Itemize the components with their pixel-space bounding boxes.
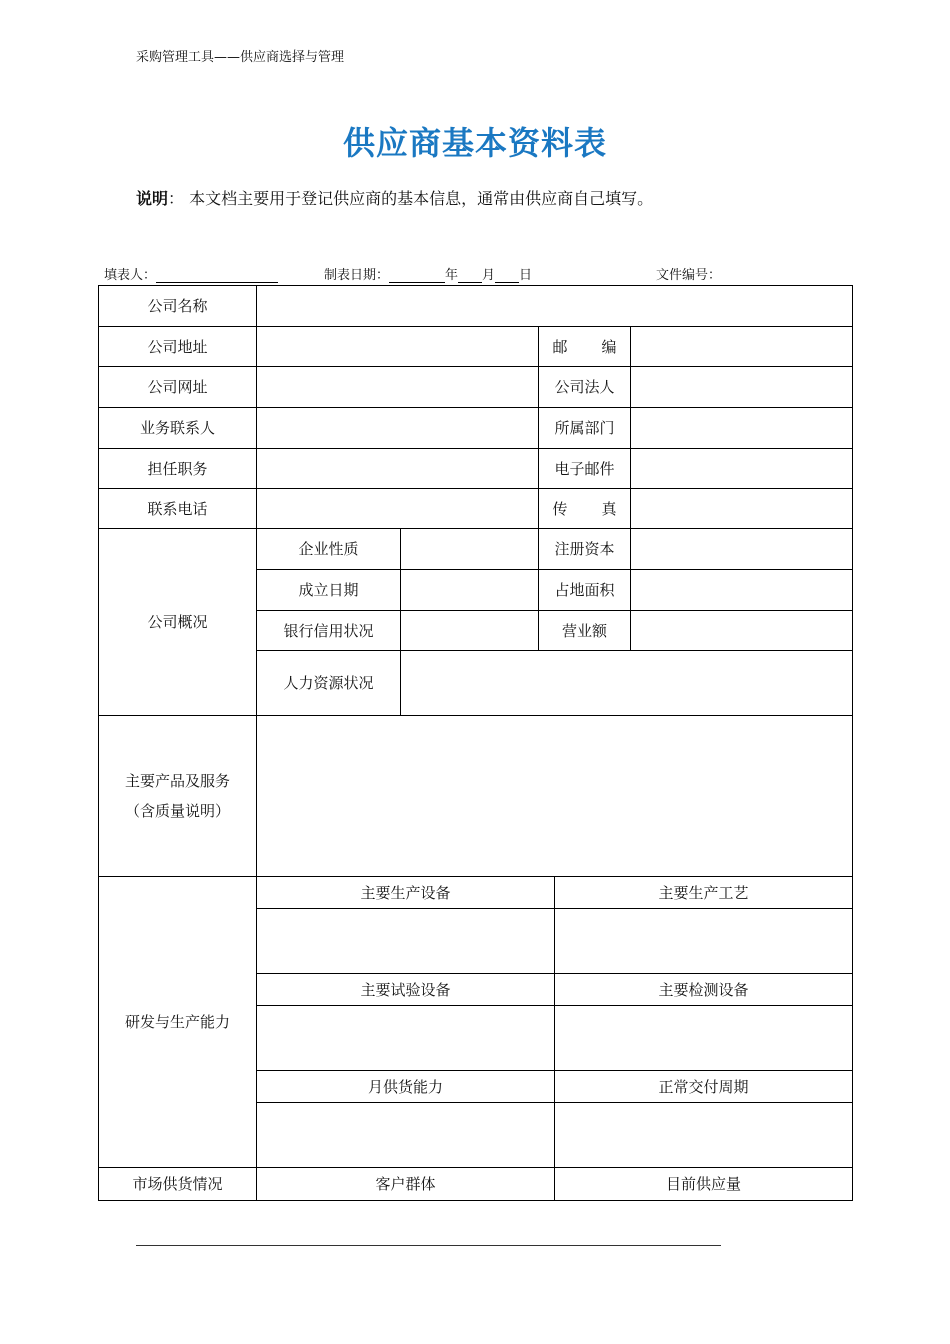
- input-hr-status[interactable]: [401, 651, 852, 715]
- label-bank-credit: 银行信用状况: [283, 621, 374, 640]
- year-input[interactable]: [389, 270, 445, 283]
- label-company-website: 公司网址: [147, 378, 208, 396]
- header-customer-group: 客户群体: [375, 1175, 436, 1193]
- year-label: 年: [445, 268, 459, 283]
- input-main-products[interactable]: [257, 716, 852, 876]
- input-postcode[interactable]: [631, 327, 852, 366]
- footer-divider: [136, 1245, 721, 1246]
- input-fax[interactable]: [631, 489, 852, 528]
- label-phone: 联系电话: [147, 499, 208, 518]
- input-company-website[interactable]: [257, 367, 538, 407]
- label-legal-rep: 公司法人: [554, 378, 615, 396]
- label-nature: 企业性质: [298, 540, 359, 558]
- input-production-equipment[interactable]: [257, 909, 554, 973]
- input-turnover[interactable]: [631, 611, 852, 650]
- doc-no-field: [656, 264, 721, 283]
- input-business-contact[interactable]: [257, 408, 538, 448]
- input-legal-rep[interactable]: [631, 367, 852, 407]
- label-registered-capital: 注册资本: [554, 540, 615, 558]
- label-main-products: [99, 716, 256, 876]
- label-postcode: [539, 327, 630, 366]
- main-products-title: 主要产品及服务: [124, 772, 230, 790]
- input-department[interactable]: [631, 408, 852, 448]
- filler-field: [104, 264, 278, 283]
- input-test-equipment[interactable]: [257, 1006, 554, 1070]
- input-delivery-cycle[interactable]: [555, 1103, 852, 1167]
- postcode-char-1: 邮: [552, 337, 568, 356]
- input-bank-credit[interactable]: [401, 611, 538, 650]
- label-email: 电子邮件: [554, 459, 615, 478]
- input-registered-capital[interactable]: [631, 529, 852, 569]
- label-overview: 公司概况: [147, 613, 208, 631]
- label-fax: [539, 489, 630, 528]
- month-label: 月: [482, 268, 496, 283]
- label-department: 所属部门: [554, 419, 615, 437]
- date-field: [324, 264, 532, 283]
- header-production-process: 主要生产工艺: [658, 883, 749, 902]
- postcode-char-2: 编: [601, 337, 617, 356]
- input-company-name[interactable]: [257, 286, 852, 326]
- date-label: 制表日期：: [324, 268, 390, 283]
- input-monthly-capacity[interactable]: [257, 1103, 554, 1167]
- header-inspection-equipment: 主要检测设备: [658, 980, 749, 999]
- label-business-contact: 业务联系人: [139, 419, 215, 437]
- input-production-process[interactable]: [555, 909, 852, 973]
- input-position[interactable]: [257, 449, 538, 488]
- input-land-area[interactable]: [631, 570, 852, 610]
- label-company-address: 公司地址: [147, 337, 208, 356]
- header-monthly-capacity: 月供货能力: [367, 1077, 443, 1096]
- filler-label: 填表人：: [104, 268, 157, 283]
- header-note: 采购管理工具——供应商选择与管理: [136, 50, 345, 65]
- label-hr-status: 人力资源状况: [283, 674, 374, 692]
- input-company-address[interactable]: [257, 327, 538, 366]
- fax-char-1: 传: [552, 499, 568, 518]
- label-company-name: 公司名称: [147, 297, 208, 315]
- day-label: 日: [519, 268, 533, 283]
- doc-no-label: 文件编号：: [656, 268, 722, 283]
- label-land-area: 占地面积: [554, 581, 615, 599]
- label-rd-capability: 研发与生产能力: [124, 1013, 230, 1031]
- fax-char-2: 真: [601, 499, 617, 518]
- description-label: 说明: [136, 189, 169, 208]
- input-inspection-equipment[interactable]: [555, 1006, 852, 1070]
- label-market-supply: 市场供货情况: [132, 1175, 223, 1193]
- main-products-note: （含质量说明）: [124, 802, 230, 820]
- description-colon: ：: [168, 189, 185, 208]
- day-input[interactable]: [495, 270, 519, 283]
- month-input[interactable]: [458, 270, 482, 283]
- header-production-equipment: 主要生产设备: [360, 883, 451, 902]
- input-founded-date[interactable]: [401, 570, 538, 610]
- input-phone[interactable]: [257, 489, 538, 528]
- label-turnover: 营业额: [561, 621, 607, 640]
- label-founded-date: 成立日期: [298, 581, 359, 599]
- input-email[interactable]: [631, 449, 852, 488]
- description: [136, 186, 653, 209]
- header-delivery-cycle: 正常交付周期: [658, 1077, 749, 1096]
- page-title: 供应商基本资料表: [342, 124, 607, 162]
- description-text: 本文档主要用于登记供应商的基本信息，通常由供应商自己填写。: [189, 189, 654, 208]
- label-position: 担任职务: [147, 459, 208, 478]
- header-current-supply: 目前供应量: [665, 1175, 741, 1193]
- header-test-equipment: 主要试验设备: [360, 980, 451, 999]
- filler-input[interactable]: [156, 270, 278, 283]
- input-nature[interactable]: [401, 529, 538, 569]
